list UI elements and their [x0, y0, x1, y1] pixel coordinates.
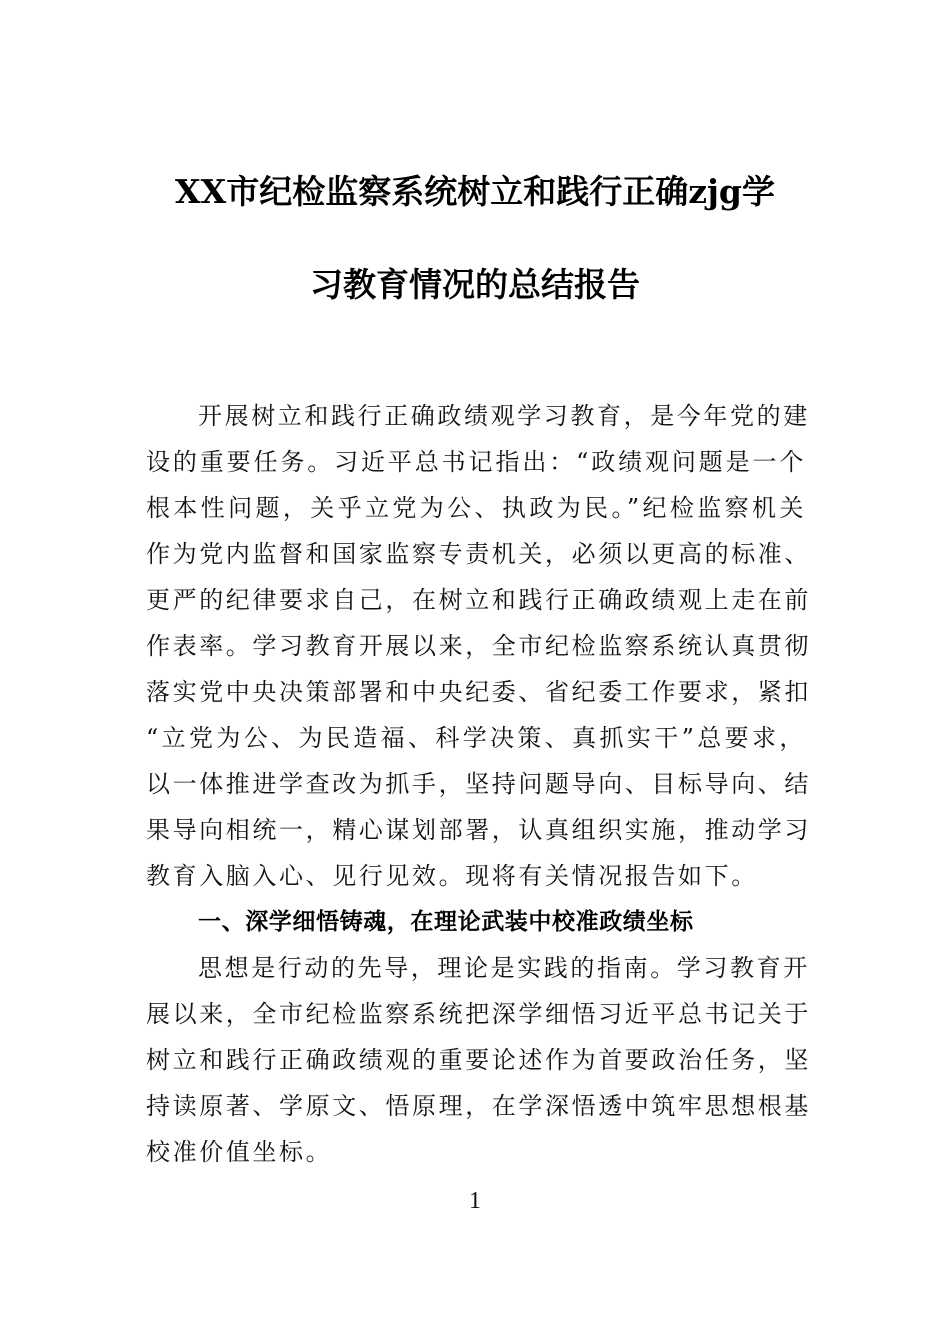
section-paragraph-line-4: 持读原著、学原文、悟原理，在学深悟透中筑牢思想根基: [146, 1092, 811, 1120]
section-paragraph-line-2: 展以来，全市纪检监察系统把深学细悟习近平总书记关于: [146, 1000, 811, 1028]
document-title-line-1: XX市纪检监察系统树立和践行正确zjg学: [175, 172, 775, 211]
intro-paragraph-line-1: 开展树立和践行正确政绩观学习教育，是今年党的建: [198, 402, 810, 430]
section-heading: 一、深学细悟铸魂，在理论武装中校准政绩坐标: [198, 909, 694, 935]
intro-paragraph-line-7: 落实党中央决策部署和中央纪委、省纪委工作要求，紧扣: [146, 678, 811, 706]
intro-paragraph-line-6: 作表率。学习教育开展以来，全市纪检监察系统认真贯彻: [146, 632, 811, 660]
section-paragraph-line-3: 树立和践行正确政绩观的重要论述作为首要政治任务，坚: [146, 1046, 811, 1074]
section-paragraph-line-1: 思想是行动的先导，理论是实践的指南。学习教育开: [198, 954, 810, 982]
section-paragraph-line-5: 校准价值坐标。: [146, 1138, 333, 1166]
intro-paragraph-line-3: 根本性问题，关乎立党为公、执政为民。”纪检监察机关: [146, 494, 806, 522]
intro-paragraph-line-8: “立党为公、为民造福、科学决策、真抓实干”总要求，: [146, 724, 806, 752]
intro-paragraph-line-2: 设的重要任务。习近平总书记指出：“政绩观问题是一个: [146, 448, 806, 476]
intro-paragraph-line-9: 以一体推进学查改为抓手，坚持问题导向、目标导向、结: [146, 770, 811, 798]
intro-paragraph-line-5: 更严的纪律要求自己，在树立和践行正确政绩观上走在前: [146, 586, 811, 614]
document-title-line-2: 习教育情况的总结报告: [310, 265, 640, 304]
intro-paragraph-line-11: 教育入脑入心、见行见效。现将有关情况报告如下。: [146, 862, 758, 890]
page-number: 1: [469, 1188, 481, 1214]
intro-paragraph-line-10: 果导向相统一，精心谋划部署，认真组织实施，推动学习: [146, 816, 811, 844]
intro-paragraph-line-4: 作为党内监督和国家监察专责机关，必须以更高的标准、: [146, 540, 811, 568]
